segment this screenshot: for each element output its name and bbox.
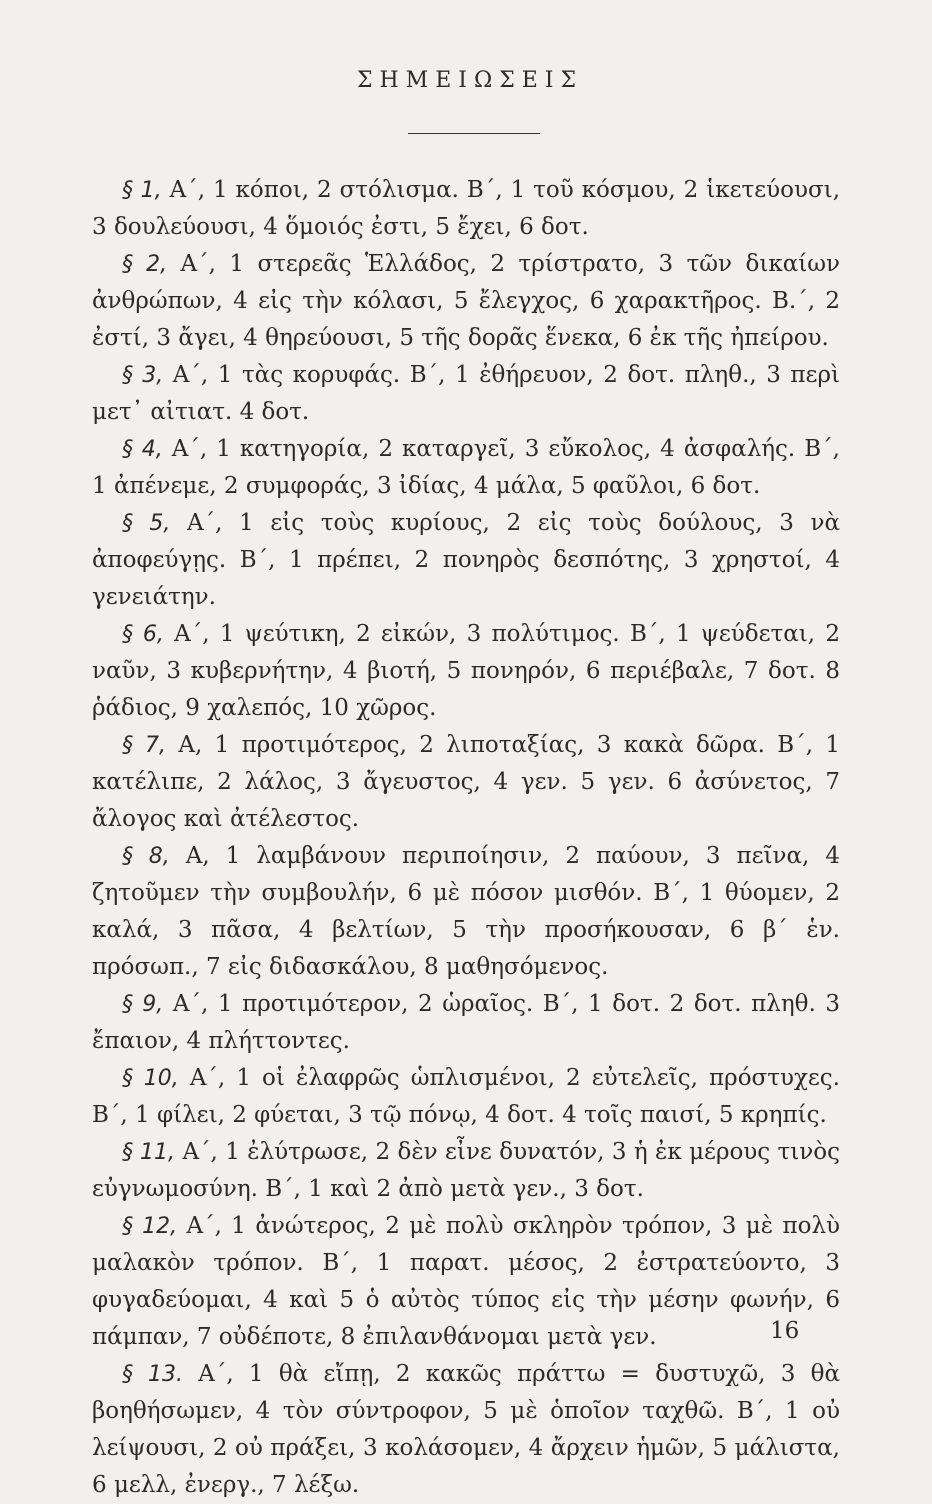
note-paragraph	[92, 357, 840, 431]
note-text: Α΄, 1 ψεύτικη, 2 εἰκών, 3 πολύτιμος. Β΄, 1 ψεύδεται, 2 ναῦν, 3 κυβερνήτην, 4 βιοτή, 5 πονηρόν, 6 περιέβαλε, 7 δοτ. 8 ῥάδιος, 9 χαλεπός, 10 χῶρος.	[92, 621, 840, 721]
note-paragraph	[92, 727, 840, 838]
note-text: Α΄, 1 εἰς τοὺς κυρίους, 2 εἰς τοὺς δούλους, 3 νὰ ἀποφεύγῃς. Β΄, 1 πρέπει, 2 πονηρὸς δεσπότης, 3 χρηστοί, 4 γενειάτην.	[92, 510, 840, 610]
note-paragraph	[92, 1356, 840, 1504]
note-number: § 12,	[122, 1214, 178, 1239]
note-number: § 1,	[122, 178, 162, 203]
note-text: Α΄, 1 στερεᾶς Ἑλλάδος, 2 τρίστρατο, 3 τῶν δικαίων ἀνθρώπων, 4 εἰς τὴν κόλασι, 5 ἔλεγχος, 6 χαρακτῆρος. Β.΄, 2 ἐστί, 3 ἄγει, 4 θηρεύουσι, 5 τῆς δορᾶς ἕνεκα, 6 ἐκ τῆς ἠπείρου.	[92, 251, 840, 351]
note-paragraph	[92, 172, 840, 246]
note-paragraph	[92, 246, 840, 357]
note-number: § 10,	[122, 1066, 179, 1091]
note-text: Α΄, 1 κατηγορία, 2 καταργεῖ, 3 εὔκολος, 4 ἀσφαλής. Β΄, 1 ἀπένεμε, 2 συμφοράς, 3 ἰδίας, 4 μάλα, 5 φαῦλοι, 6 δοτ.	[92, 436, 840, 499]
notes-list	[92, 172, 840, 1504]
note-paragraph	[92, 616, 840, 727]
note-number: § 13.	[122, 1362, 183, 1387]
note-text: Α΄, 1 τὰς κορυφάς. Β΄, 1 ἐθήρευον, 2 δοτ. πληθ., 3 περὶ μετ᾽ αἰτιατ. 4 δοτ.	[92, 362, 840, 425]
note-text: Α΄, 1 ἐλύτρωσε, 2 δὲν εἶνε δυνατόν, 3 ἡ ἐκ μέρους τινὸς εὐγνωμοσύνη. Β΄, 1 καὶ 2 ἀπὸ μετὰ γεν., 3 δοτ.	[92, 1139, 841, 1202]
note-text: Α, 1 προτιμότερος, 2 λιποταξίας, 3 κακὰ δῶρα. Β΄, 1 κατέλιπε, 2 λάλος, 3 ἄγευστος, 4 γεν. 5 γεν. 6 ἀσύνετος, 7 ἄλογος καὶ ἀτέλεστος.	[92, 732, 840, 832]
note-paragraph	[92, 1208, 840, 1356]
note-text: Α΄, 1 θὰ εἴπῃ, 2 κακῶς πράττω = δυστυχῶ, 3 θὰ βοηθήσωμεν, 4 τὸν σύντροφον, 5 μὲ ὁποῖον ταχθῶ. Β΄, 1 οὐ λείψουσι, 2 οὐ πράξει, 3 κολάσομεν, 4 ἄρχειν ἡμῶν, 5 μάλιστα, 6 μελλ, ἐνεργ., 7 λέξω.	[92, 1361, 840, 1498]
note-number: § 6,	[122, 622, 164, 647]
note-paragraph	[92, 838, 840, 986]
note-text: Α, 1 λαμβάνουν περιποίησιν, 2 παύουν, 3 πεῖνα, 4 ζητοῦμεν τὴν συμβουλήν, 6 μὲ πόσον μισθόν. Β΄, 1 θύομεν, 2 καλά, 3 πᾶσα, 4 βελτίων, 5 τὴν προσήκουσαν, 6 β΄ ἑν. πρόσωπ., 7 εἰς διδασκάλου, 8 μαθησόμενος.	[92, 843, 841, 980]
heading-rule	[408, 133, 540, 134]
note-number: § 5,	[122, 511, 171, 536]
note-text: Α΄, 1 ἀνώτερος, 2 μὲ πολὺ σκληρὸν τρόπον, 3 μὲ πολὺ μαλακὸν τρόπον. Β΄, 1 παρατ. μέσος, 2 ἐστρατεύοντο, 3 φυγαδεύομαι, 4 καὶ 5 ὁ αὐτὸς τύπος εἰς τὴν μέσην φωνήν, 6 πάμπαν, 7 οὐδέποτε, 8 ἐπιλανθάνομαι μετὰ γεν.	[92, 1213, 841, 1350]
note-paragraph	[92, 1060, 840, 1134]
note-paragraph	[92, 431, 840, 505]
note-text: Α΄, 1 προτιμότερον, 2 ὡραῖος. Β΄, 1 δοτ. 2 δοτ. πληθ. 3 ἔπαιον, 4 πλήττοντες.	[92, 991, 841, 1054]
note-paragraph	[92, 986, 840, 1060]
note-text: Α΄, 1 κόποι, 2 στόλισμα. Β΄, 1 τοῦ κόσμου, 2 ἱκετεύουσι, 3 δουλεύουσι, 4 ὅμοιός ἐστι, 5 ἔχει, 6 δοτ.	[92, 177, 841, 240]
page-heading: ΣΗΜΕΙΩΣΕΙΣ	[356, 68, 584, 93]
note-number: § 2,	[122, 252, 168, 277]
note-number: § 4,	[122, 437, 163, 462]
note-number: § 8,	[122, 844, 170, 869]
page-number: 16	[770, 1318, 800, 1344]
note-paragraph	[92, 1134, 840, 1208]
note-number: § 9,	[122, 992, 164, 1017]
note-number: § 3,	[122, 363, 164, 388]
note-text: Α΄, 1 οἱ ἐλαφρῶς ὡπλισμένοι, 2 εὐτελεῖς, πρόστυχες. Β΄, 1 φίλει, 2 φύεται, 3 τῷ πόνῳ, 4 δοτ. 4 τοῖς παισί, 5 κρηπίς.	[92, 1065, 840, 1128]
note-number: § 7,	[122, 733, 167, 758]
note-paragraph	[92, 505, 840, 616]
note-number: § 11,	[122, 1140, 176, 1165]
